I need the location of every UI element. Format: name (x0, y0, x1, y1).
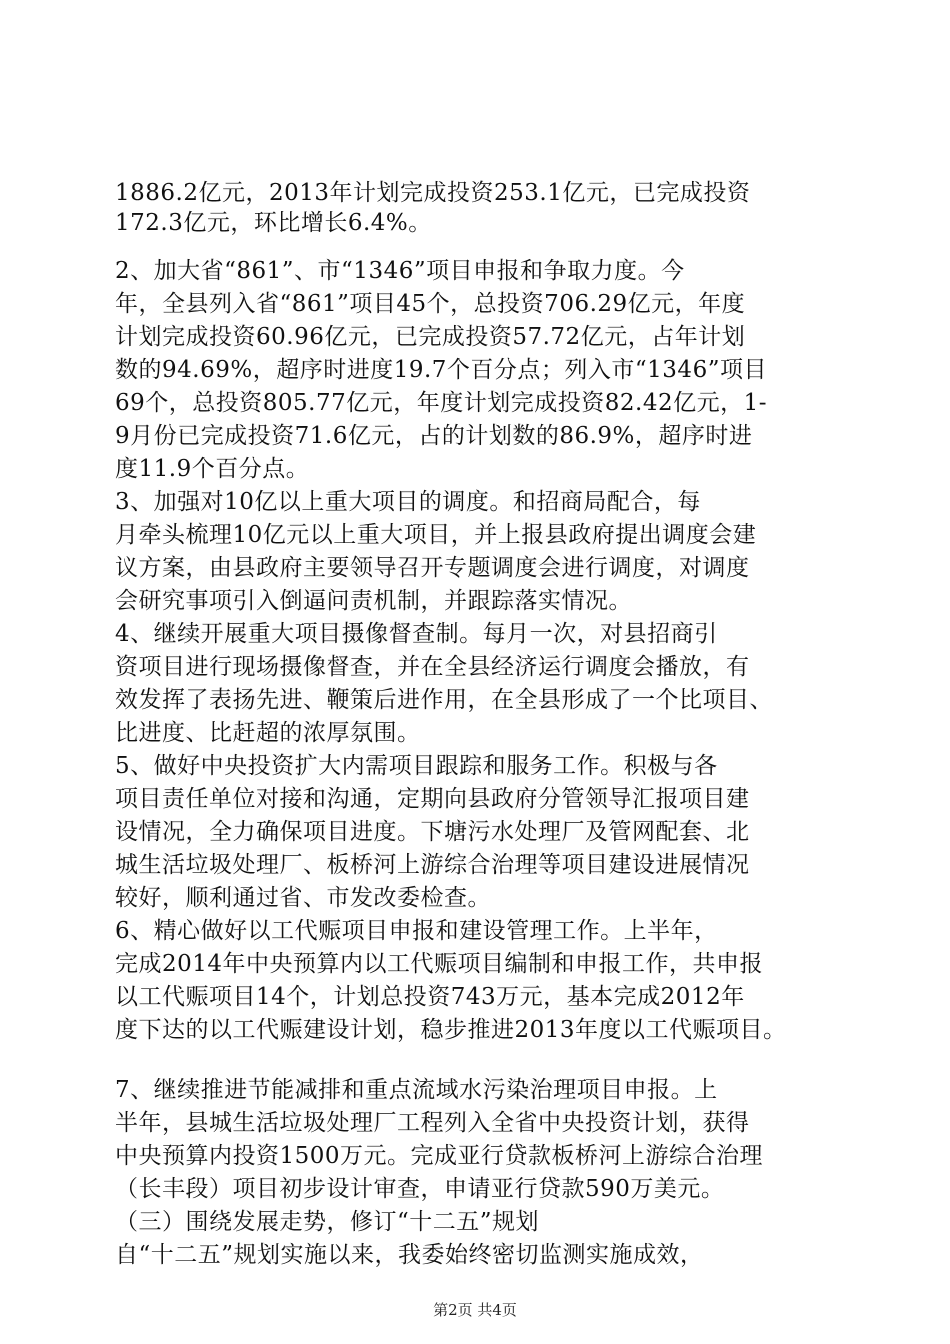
body-text-line: 172.3亿元，环比增长6.4%。 (115, 210, 432, 236)
body-text-line: 以工代赈项目14个，计划总投资743万元，基本完成2012年 (115, 984, 745, 1010)
body-text-line: 议方案，由县政府主要领导召开专题调度会进行调度，对调度 (115, 555, 750, 581)
body-text-line: 项目责任单位对接和沟通，定期向县政府分管领导汇报项目建 (115, 786, 750, 812)
body-text-line: 年，全县列入省“861”项目45个，总投资706.29亿元，年度 (115, 291, 746, 317)
body-text-line: 5、做好中央投资扩大内需项目跟踪和服务工作。积极与各 (115, 753, 718, 779)
body-text-line: 中央预算内投资1500万元。完成亚行贷款板桥河上游综合治理 (115, 1143, 764, 1169)
body-text-line: 7、继续推进节能减排和重点流域水污染治理项目申报。上 (115, 1077, 718, 1103)
body-text-line: 3、加强对10亿以上重大项目的调度。和招商局配合，每 (115, 489, 701, 515)
body-text-line: 会研究事项引入倒逼问责机制，并跟踪落实情况。 (115, 588, 632, 614)
body-text-line: 数的94.69%，超序时进度19.7个百分点；列入市“1346”项目 (115, 357, 767, 383)
body-text-line: 较好，顺利通过省、市发改委检查。 (115, 885, 491, 911)
body-text-line: 6、精心做好以工代赈项目申报和建设管理工作。上半年， (115, 918, 718, 944)
body-text-line: 比进度、比赶超的浓厚氛围。 (115, 720, 421, 746)
body-text-line: 完成2014年中央预算内以工代赈项目编制和申报工作，共申报 (115, 951, 764, 977)
body-text-line: 度11.9个百分点。 (115, 456, 310, 482)
body-text-line: 9月份已完成投资71.6亿元，占的计划数的86.9%，超序时进 (115, 423, 753, 449)
body-text-line: 月牵头梳理10亿元以上重大项目，并上报县政府提出调度会建 (115, 522, 757, 548)
body-text-line: 城生活垃圾处理厂、板桥河上游综合治理等项目建设进展情况 (115, 852, 750, 878)
section-heading: （三）围绕发展走势，修订“十二五”规划 (115, 1209, 540, 1235)
body-text-line: 计划完成投资60.96亿元，已完成投资57.72亿元，占年计划 (115, 324, 746, 350)
body-text-line: 69个，总投资805.77亿元，年度计划完成投资82.42亿元，1- (115, 390, 767, 416)
body-text-line: 资项目进行现场摄像督查，并在全县经济运行调度会播放，有 (115, 654, 750, 680)
body-text-line: 2、加大省“861”、市“1346”项目申报和争取力度。今 (115, 258, 685, 284)
body-text-line: 4、继续开展重大项目摄像督查制。每月一次，对县招商引 (115, 621, 718, 647)
page-number-footer: 第2页 共4页 (433, 1301, 517, 1319)
body-text-line: 效发挥了表扬先进、鞭策后进作用，在全县形成了一个比项目、 (115, 687, 773, 713)
body-text-line: 半年，县城生活垃圾处理厂工程列入全省中央投资计划，获得 (115, 1110, 750, 1136)
body-text-line: 1886.2亿元，2013年计划完成投资253.1亿元，已完成投资 (115, 180, 751, 206)
body-text-line: 自“十二五”规划实施以来，我委始终密切监测实施成效， (115, 1242, 704, 1268)
body-text-line: （长丰段）项目初步设计审查，申请亚行贷款590万美元。 (115, 1176, 725, 1202)
body-text-line: 设情况，全力确保项目进度。下塘污水处理厂及管网配套、北 (115, 819, 750, 845)
body-text-line: 度下达的以工代赈建设计划，稳步推进2013年度以工代赈项目。 (115, 1017, 787, 1043)
